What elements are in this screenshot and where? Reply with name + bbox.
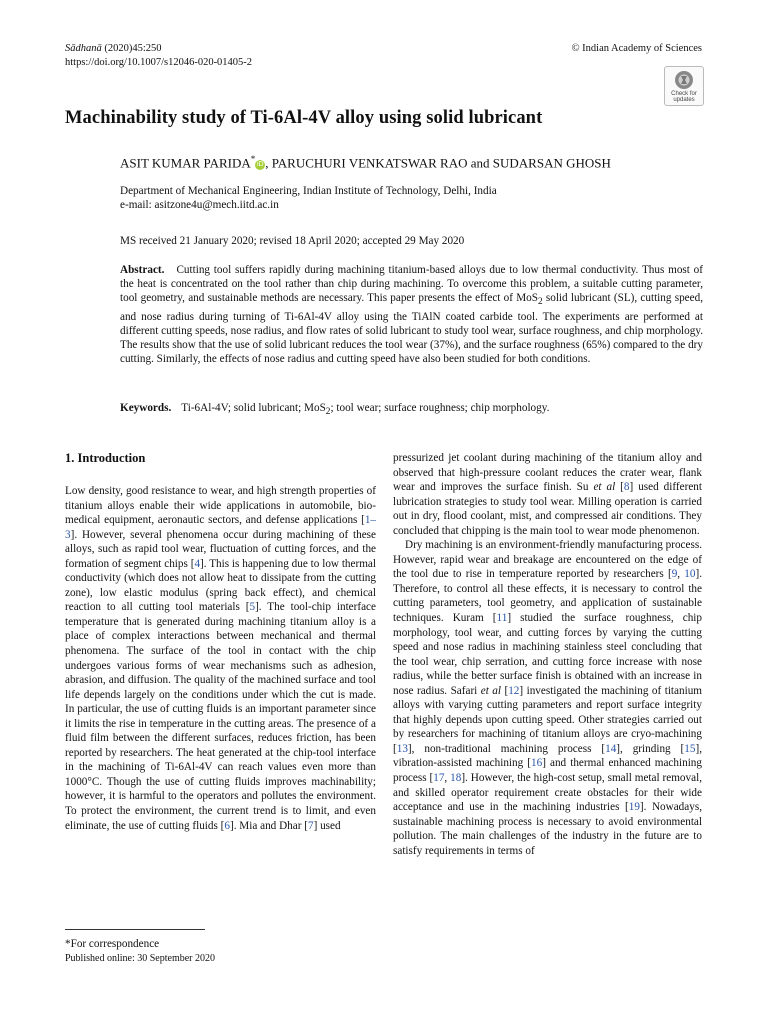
keywords-text-2: ; tool wear; surface roughness; chip morphology. [330,402,550,414]
body-column-left [65,484,376,833]
text-run: ], non-traditional machining process [ [407,742,606,755]
email[interactable]: e-mail: asitzone4u@mech.iitd.ac.in [120,199,279,212]
citation-link[interactable]: 11 [496,612,508,625]
check-label-line-1: Check for [671,91,697,97]
citation-link[interactable]: 7 [307,819,314,832]
text-run: pressurized jet coolant during machining of the titanium alloy and observed that high-pressure coolant reduces the crater wear, flank wear and improves the surface finish. Su [393,452,702,494]
footnote-divider [65,929,205,930]
text-run: ]. Nowadays, sustainable machining process is necessary to avoid environmental pollution. The main challenges of the industry in the future are to satisfy requirements in terms of [393,801,702,857]
citation-link[interactable]: 19 [628,801,640,814]
citation-link[interactable]: 4 [194,557,201,570]
check-for-updates-badge[interactable] [664,66,704,106]
abstract-sub: 2 [537,297,543,308]
correspondence-footnote: *For correspondence [65,938,160,950]
text-run: ]. Mia and Dhar [ [229,819,308,832]
text-run: ] studied the surface roughness, chip morphology, tool wear, and cutting forces by varying the cutting speed and nose radius in machining stainless steel concluding that the tool wear, chip serration, and cutting force increase with nose radius, while the better surface finish is obtained with an increase in nose radius. Safari [393,612,702,697]
journal-issue: (2020)45:250 [101,43,162,54]
affiliation [120,184,497,212]
correspondence-mark: * [250,154,256,164]
received-dates: MS received 21 January 2020; revised 18 April 2020; accepted 29 May 2020 [120,235,465,247]
text-run: ] used [313,819,341,832]
citation-link[interactable]: 6 [224,819,230,832]
keywords-sub: 2 [325,407,331,418]
text-run: ]. Therefore, to control all these effects, it is necessary to control the cutting parameters, tool geometry, and application of sustainable techniques. Kuram [ [393,568,702,625]
abstract [120,263,703,367]
text-run: ]. However, several phenomena occur during machining of these alloys, such as rapid tool wear, fluctuation of cutting forces, and the formation of segment chips [ [65,528,376,570]
citation-link[interactable]: 17 [433,772,445,785]
abstract-text-2: solid lubricant (SL), cutting speed, and nose radius during turning of Ti-6Al-4V alloy using the TiAlN coated carbide tool. The experiments are performed at different cutting speeds, nose radius, and flow rates of solid lubricant to study tool wear, surface roughness, and chip morphology. The results show that the use of solid lubricant reduces the tool wear (37%), and the surface roughness (65%) compared to the dry cutting. Similarly, the effects of nose radius and cutting speed have also been studied for both conditions. [120,292,703,366]
check-for-updates-label [671,91,697,103]
orcid-icon[interactable]: iD [256,161,264,169]
keywords [120,401,703,419]
text-run: [ [615,481,624,494]
citation-link[interactable]: 8 [623,481,630,494]
citation-link[interactable]: 10 [684,568,696,581]
text-run: Dry machining is an environment-friendly manufacturing process. However, rapid wear and breakage are encountered on the edge of the tool due to rise in temperature reported by researchers [ [393,539,702,581]
text-run: , [444,772,451,785]
citation-link[interactable]: 9 [671,568,678,581]
body-column-right [393,451,702,858]
keywords-text-1: Ti-6Al-4V; solid lubricant; MoS [181,402,326,414]
citation-link[interactable]: 12 [508,684,520,697]
intro-paragraph-1 [65,484,376,833]
text-run: [ [501,684,509,697]
text-run: ]. This is happening due to low thermal conductivity (which does not allow heat to dissipate from the cutting zone), low elastic modulus (spring back effect), and chemical reaction to all cutting tool materials [ [65,557,376,614]
abstract-text-1: Cutting tool suffers rapidly during machining titanium-based alloys due to low thermal conductivity. Thus most of the heat is concentrated on the tool rather than chip during machining. To overcome this problem, a suitable cutting parameter, tool geometry, and sustainable methods are necessary. This paper presents the effect of MoS [120,264,703,305]
text-run: ]. The tool-chip interface temperature that is generated during machining titanium alloy is a place of complex interactions between mechanical and thermal phenomena. The surface of the tool in contact with the chip undergoes various forms of wear mechanisms such as adhesion, abrasion, and diffusion. The quality of the machined surface and tool life depends largely on the conditions under which the cut is made. In particular, the use of cutting fluids is an important parameter since it limits the rise in temperature in the cutting areas. The presence of a fluid film between the different surfaces, reduces friction, has been reported by researchers. The heat generated at the chip-tool interface in the machining of Ti-6Al-4V can reach values even more than 1000°C. Though the use of cutting fluids improves machinability; however, it is harmful to the operators and pollutes the environment. To protect the environment, the current trend is to limit, and even eliminate, the use of cutting fluids [ [65,601,376,832]
text-run: , [677,568,685,581]
text-run: ] used different lubrication strategies to study tool wear. Milling operation is carried out in dry, flood coolant, mist, and compressed air conditions. They concluded that chipping is the main tool to wear mode phenomenon. [393,481,702,537]
citation-link[interactable]: 14 [605,742,617,755]
keywords-label: Keywords. [120,402,172,414]
citation-link[interactable]: 16 [531,757,543,770]
text-run: ] investigated the machining of titanium alloys with varying cutting parameters and report surface integrity that highly depends upon cutting speed. Other strategies carried out by researchers for machining of titanium alloys are cryo-machining [ [393,684,702,755]
author-rest: , PARUCHURI VENKATSWAR RAO and SUDARSAN GHOSH [265,155,611,171]
doi-link[interactable]: https://doi.org/10.1007/s12046-020-01405-2 [65,57,253,68]
text-run: ], vibration-assisted machining [ [393,742,702,770]
copyright-notice: © Indian Academy of Sciences [571,43,702,54]
published-date: Published online: 30 September 2020 [65,953,215,964]
citation-link[interactable]: 1–3 [65,514,376,541]
text-run: ]. However, the high-cost setup, small metal removal, and skilled operator requirement create obstacles for their wide acceptance and use in the machining industries [ [393,772,702,814]
abstract-label: Abstract. [120,264,165,276]
check-label-line-2: updates [673,97,695,103]
section-heading: 1. Introduction [65,451,146,465]
journal-header [65,42,252,70]
text-run-italic: et al [480,684,501,697]
text-run: Low density, good resistance to wear, and high strength properties of titanium alloys enable their wide applications in automobile, bio-medical equipment, aeronautic sectors, and defense applications [ [65,485,376,527]
intro-paragraph-2 [393,538,702,858]
author-list [120,150,611,172]
citation-link[interactable]: 15 [684,742,696,755]
text-run-italic: et al [593,481,616,494]
intro-paragraph-1-cont [393,451,702,538]
journal-name: Sādhanā [65,43,102,54]
text-run: ], grinding [ [616,742,685,755]
citation-link[interactable]: 5 [249,601,256,614]
citation-link[interactable]: 13 [396,742,408,755]
citation-link[interactable]: 18 [450,772,462,785]
department: Department of Mechanical Engineering, Indian Institute of Technology, Delhi, India [120,185,497,197]
author-first: ASIT KUMAR PARIDA [120,155,251,171]
text-run: ] and thermal enhanced machining process [ [393,757,702,785]
article-title: Machinability study of Ti-6Al-4V alloy using solid lubricant [65,108,543,128]
check-for-updates-icon [674,70,694,90]
